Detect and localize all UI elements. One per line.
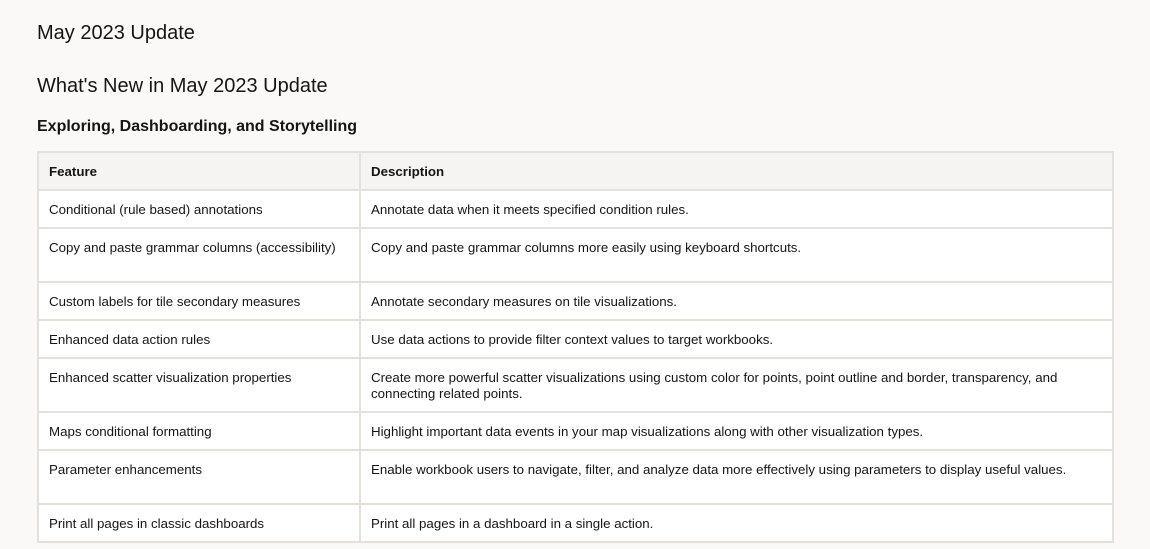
description-cell: Annotate secondary measures on tile visualizations.: [360, 282, 1113, 320]
feature-cell: Custom labels for tile secondary measures: [38, 282, 360, 320]
feature-cell: Copy and paste grammar columns (accessibility): [38, 228, 360, 282]
description-cell: Enable workbook users to navigate, filter, and analyze data more effectively using parameters to display useful values.: [360, 450, 1113, 504]
description-cell: Annotate data when it meets specified condition rules.: [360, 190, 1113, 228]
feature-cell: Enhanced scatter visualization properties: [38, 358, 360, 412]
description-cell: Copy and paste grammar columns more easily using keyboard shortcuts.: [360, 228, 1113, 282]
feature-column-header: Feature: [38, 152, 360, 190]
table-row: [38, 228, 1113, 282]
table-row: [38, 282, 1113, 320]
table-row: [38, 412, 1113, 450]
description-column-header: Description: [360, 152, 1113, 190]
feature-cell: Maps conditional formatting: [38, 412, 360, 450]
table-row: [38, 190, 1113, 228]
table-row: [38, 504, 1113, 542]
subsection-title: Exploring, Dashboarding, and Storytelling: [37, 118, 358, 135]
table-header-row: [38, 152, 1113, 190]
section-title: What's New in May 2023 Update: [37, 75, 328, 97]
feature-cell: Enhanced data action rules: [38, 320, 360, 358]
description-cell: Highlight important data events in your map visualizations along with other visualization types.: [360, 412, 1113, 450]
description-cell: Print all pages in a dashboard in a single action.: [360, 504, 1113, 542]
table-row: [38, 450, 1113, 504]
description-cell: Use data actions to provide filter context values to target workbooks.: [360, 320, 1113, 358]
table-row: [38, 320, 1113, 358]
feature-cell: Parameter enhancements: [38, 450, 360, 504]
feature-cell: Conditional (rule based) annotations: [38, 190, 360, 228]
feature-cell: Print all pages in classic dashboards: [38, 504, 360, 542]
table-row: [38, 358, 1113, 412]
page-title: May 2023 Update: [37, 22, 195, 44]
feature-table: [37, 151, 1114, 543]
description-cell: Create more powerful scatter visualizations using custom color for points, point outline and border, transparency, and connecting related points.: [360, 358, 1113, 412]
